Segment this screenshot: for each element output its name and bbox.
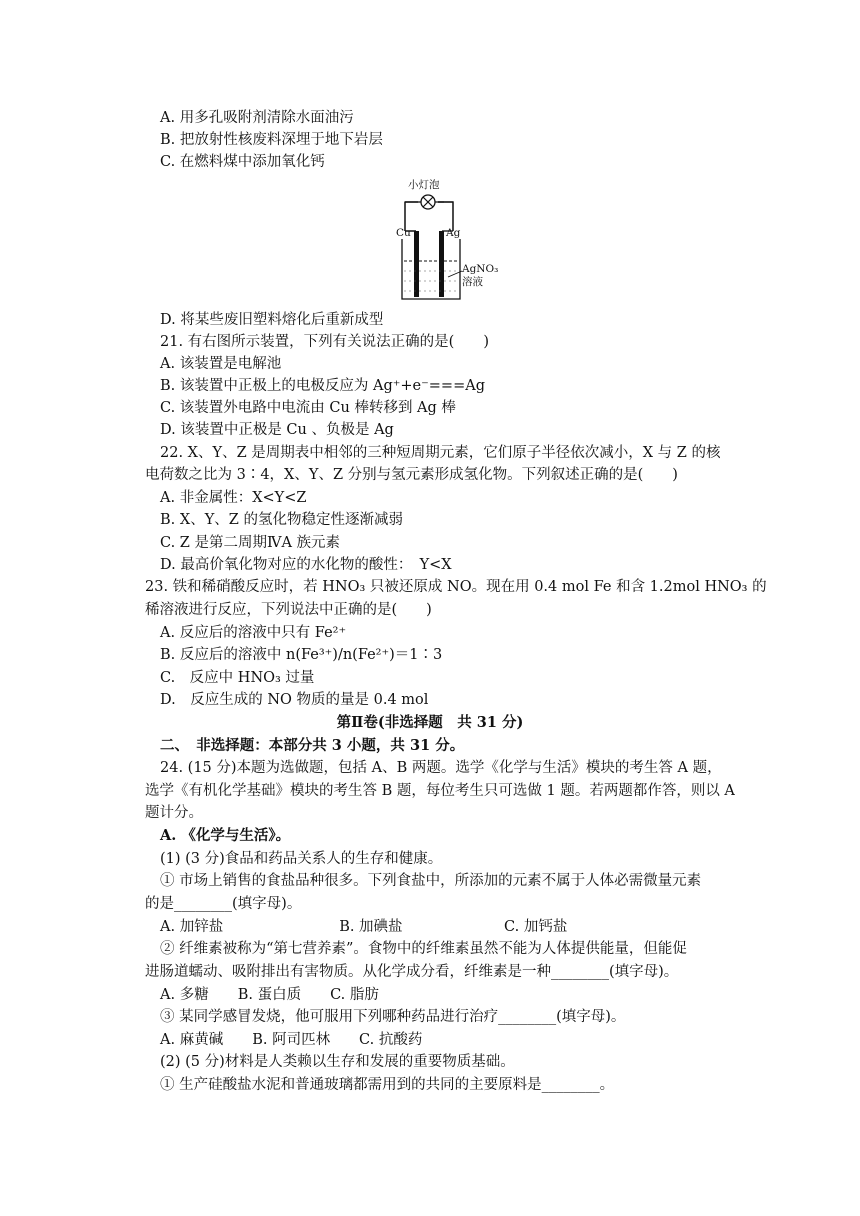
- module-a-title: A. 《化学与生活》。: [160, 827, 291, 844]
- question-21: 21. 有右图所示装置，下列有关说法正确的是( ): [160, 334, 489, 350]
- solution-label-text: 溶液: [462, 276, 483, 288]
- cu-electrode: [414, 231, 419, 297]
- item-1-options: A. 加锌盐 B. 加碘盐 C. 加钙盐: [160, 919, 568, 935]
- option-21a: A. 该装置是电解池: [160, 356, 282, 372]
- option-22c: C. Z 是第二周期ⅣA 族元素: [160, 535, 341, 551]
- question-24-line3: 题计分。: [145, 805, 203, 821]
- question-24-line1: 24. (15 分)本题为选做题，包括 A、B 两题。选学《化学与生活》模块的考生答 A 题，: [160, 760, 722, 776]
- part-1-intro: (1) (3 分)食品和药品关系人的生存和健康。: [160, 851, 443, 867]
- question-23-line2: 稀溶液进行反应，下列说法中正确的是( ): [145, 602, 432, 618]
- question-23-line1: 23. 铁和稀硝酸反应时，若 HNO₃ 只被还原成 NO。现在用 0.4 mol Fe 和含 1.2mol HNO₃ 的: [145, 579, 767, 595]
- part-2-item-1: ① 生产硅酸盐水泥和普通玻璃都需用到的共同的主要原料是________。: [160, 1077, 615, 1093]
- question-22-line2: 电荷数之比为 3∶4，X、Y、Z 分别与氢元素形成氢化物。下列叙述正确的是( ): [145, 467, 678, 483]
- item-1-line1: ① 市场上销售的食盐品种很多。下列食盐中，所添加的元素不属于人体必需微量元素: [160, 873, 702, 889]
- part-two-heading: 第Ⅱ卷(非选择题 共 31 分): [336, 714, 524, 731]
- solution-label-formula: AgNO₃: [462, 263, 499, 275]
- option-20c: C. 在燃料煤中添加氧化钙: [160, 154, 325, 170]
- ag-electrode: [439, 231, 444, 297]
- option-23c: C. 反应中 HNO₃ 过量: [160, 670, 315, 686]
- galvanic-cell-diagram: [392, 175, 502, 303]
- option-21b: B. 该装置中正极上的电极反应为 Ag⁺+e⁻===Ag: [160, 378, 485, 394]
- item-2-line2: 进肠道蠕动、吸附排出有害物质。从化学成分看，纤维素是一种________(填字母)。: [145, 964, 679, 980]
- option-22d: D. 最高价氧化物对应的水化物的酸性： Y<X: [160, 557, 452, 573]
- option-20b: B. 把放射性核废料深埋于地下岩层: [160, 132, 383, 148]
- bulb-label: 小灯泡: [408, 179, 440, 191]
- question-24-line2: 选学《有机化学基础》模块的考生答 B 题，每位考生只可选做 1 题。若两题都作答，则以 A: [145, 783, 735, 799]
- option-21c: C. 该装置外电路中电流由 Cu 棒转移到 Ag 棒: [160, 400, 456, 416]
- cu-label: Cu: [396, 227, 411, 239]
- item-3-options: A. 麻黄碱 B. 阿司匹林 C. 抗酸药: [160, 1032, 423, 1048]
- section-two-heading: 二、 非选择题：本部分共 3 小题，共 31 分。: [160, 737, 465, 754]
- option-22b: B. X、Y、Z 的氢化物稳定性逐渐减弱: [160, 512, 403, 528]
- option-21d: D. 该装置中正极是 Cu 、负极是 Ag: [160, 422, 394, 438]
- part-2-intro: (2) (5 分)材料是人类赖以生存和发展的重要物质基础。: [160, 1054, 515, 1070]
- option-20a: A. 用多孔吸附剂清除水面油污: [160, 110, 354, 126]
- item-1-line2: 的是________(填字母)。: [145, 896, 302, 912]
- option-23a: A. 反应后的溶液中只有 Fe²⁺: [160, 625, 347, 641]
- beaker: [402, 239, 460, 299]
- ag-label: Ag: [446, 227, 461, 239]
- item-2-options: A. 多糖 B. 蛋白质 C. 脂肪: [160, 987, 379, 1003]
- option-20d: D. 将某些废旧塑料熔化后重新成型: [160, 312, 384, 328]
- option-23d: D. 反应生成的 NO 物质的量是 0.4 mol: [160, 692, 429, 708]
- item-3-line1: ③ 某同学感冒发烧，他可服用下列哪种药品进行治疗________(填字母)。: [160, 1009, 626, 1025]
- question-22-line1: 22. X、Y、Z 是周期表中相邻的三种短周期元素，它们原子半径依次减小，X 与 Z 的核: [160, 445, 721, 461]
- item-2-line1: ② 纤维素被称为“第七营养素”。食物中的纤维素虽然不能为人体提供能量，但能促: [160, 941, 687, 957]
- galvanic-cell-figure: [392, 175, 502, 303]
- option-22a: A. 非金属性：X<Y<Z: [160, 490, 307, 506]
- option-23b: B. 反应后的溶液中 n(Fe³⁺)/n(Fe²⁺)＝1∶3: [160, 647, 443, 663]
